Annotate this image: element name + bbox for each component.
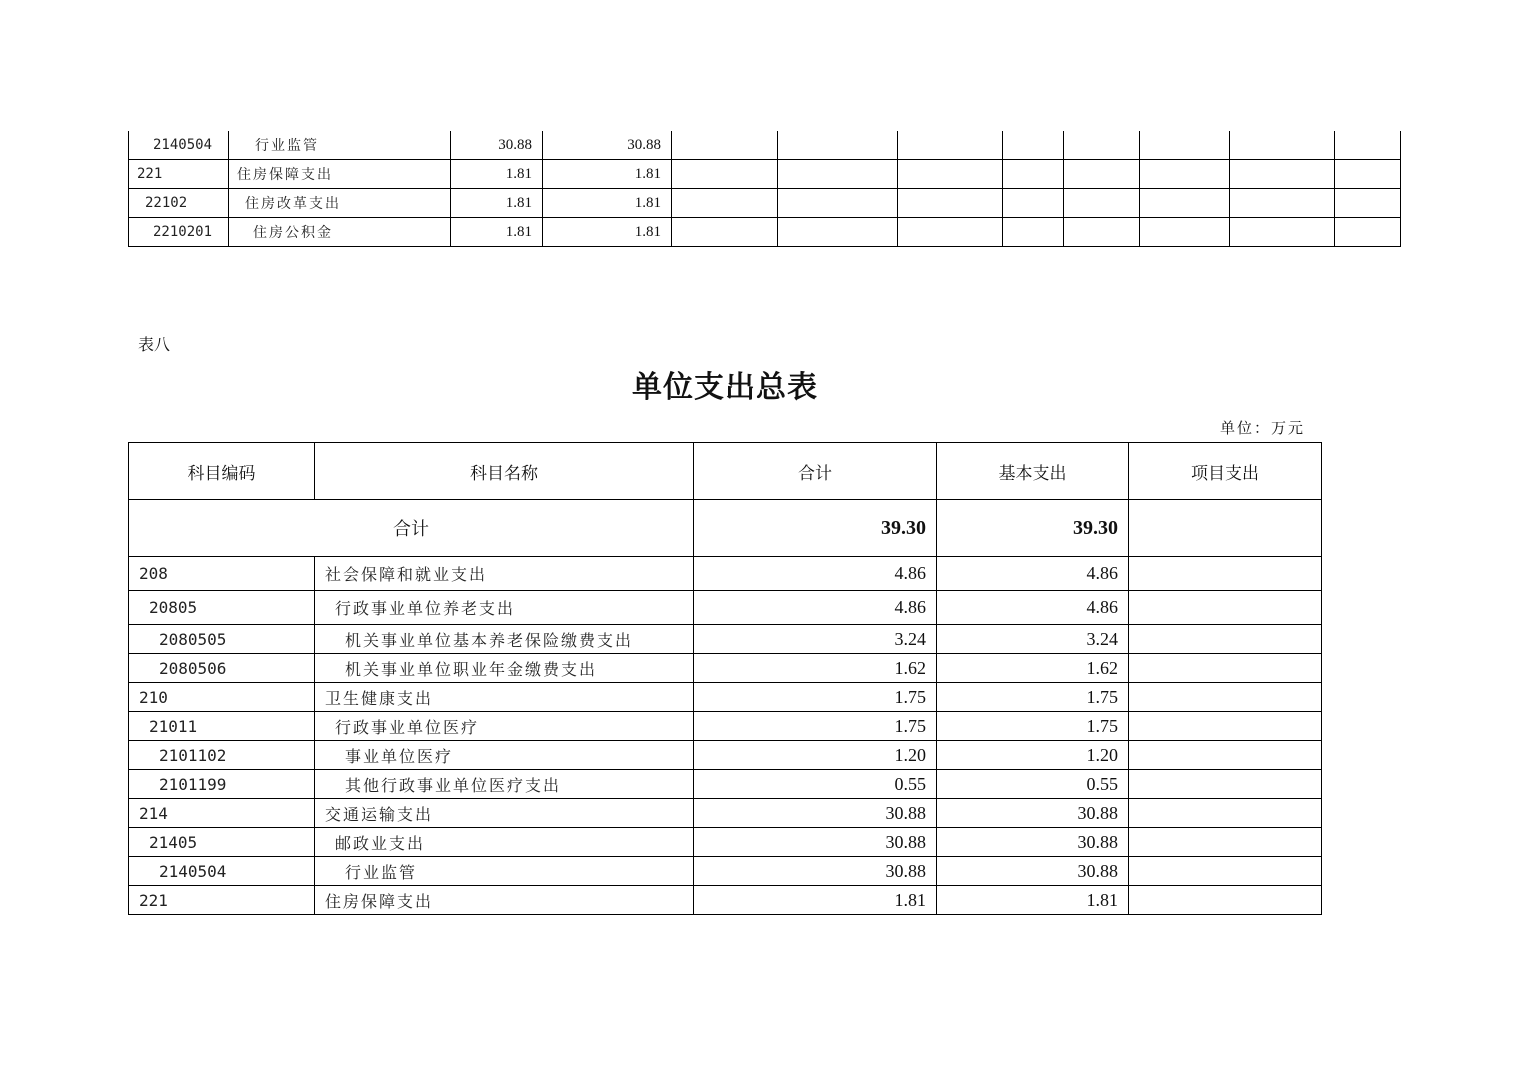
basic-cell: 1.20 <box>937 741 1129 770</box>
table-row <box>129 189 1401 218</box>
empty-cell <box>672 131 778 160</box>
empty-cell <box>1003 189 1064 218</box>
empty-cell <box>1230 218 1335 247</box>
total-label: 合计 <box>129 500 694 557</box>
empty-cell <box>672 160 778 189</box>
project-cell <box>1129 886 1322 915</box>
code-cell: 2080505 <box>129 625 315 654</box>
name-cell: 行政事业单位医疗 <box>315 712 694 741</box>
total-cell: 1.81 <box>451 160 543 189</box>
table-row <box>129 218 1401 247</box>
basic-cell: 3.24 <box>937 625 1129 654</box>
total-cell: 4.86 <box>694 591 937 625</box>
table-row <box>129 131 1401 160</box>
empty-cell <box>1140 189 1230 218</box>
empty-cell <box>1064 160 1140 189</box>
project-cell <box>1129 799 1322 828</box>
total-cell: 1.75 <box>694 683 937 712</box>
empty-cell <box>1064 189 1140 218</box>
project-cell <box>1129 557 1322 591</box>
name-cell: 行业监管 <box>315 857 694 886</box>
header-row <box>129 443 1322 500</box>
empty-cell <box>672 218 778 247</box>
table-row <box>129 557 1322 591</box>
empty-cell <box>1140 131 1230 160</box>
name-cell: 住房保障支出 <box>229 160 451 189</box>
empty-cell <box>1140 218 1230 247</box>
code-cell: 2101102 <box>129 741 315 770</box>
total-cell: 30.88 <box>694 828 937 857</box>
table-row <box>129 654 1322 683</box>
project-cell <box>1129 741 1322 770</box>
empty-cell <box>898 218 1003 247</box>
basic-cell: 1.75 <box>937 712 1129 741</box>
table-row <box>129 857 1322 886</box>
total-project <box>1129 500 1322 557</box>
total-row <box>129 500 1322 557</box>
header-project: 项目支出 <box>1129 443 1322 500</box>
name-cell: 社会保障和就业支出 <box>315 557 694 591</box>
basic-cell: 4.86 <box>937 557 1129 591</box>
empty-cell <box>1230 189 1335 218</box>
expenditure-summary-table <box>128 442 1322 915</box>
basic-cell: 4.86 <box>937 591 1129 625</box>
empty-cell <box>898 189 1003 218</box>
code-cell: 221 <box>129 886 315 915</box>
empty-cell <box>1003 131 1064 160</box>
total-cell: 30.88 <box>694 799 937 828</box>
empty-cell <box>1335 189 1401 218</box>
total-cell: 4.86 <box>694 557 937 591</box>
page-title: 单位支出总表 <box>632 370 818 405</box>
empty-cell <box>1230 131 1335 160</box>
name-cell: 其他行政事业单位医疗支出 <box>315 770 694 799</box>
code-cell: 21011 <box>129 712 315 741</box>
empty-cell <box>1230 160 1335 189</box>
continuation-table <box>128 131 1401 247</box>
table-row <box>129 683 1322 712</box>
total-cell: 0.55 <box>694 770 937 799</box>
total-cell: 1.81 <box>694 886 937 915</box>
code-cell: 2080506 <box>129 654 315 683</box>
total-cell: 1.81 <box>451 218 543 247</box>
table-row <box>129 770 1322 799</box>
header-basic: 基本支出 <box>937 443 1129 500</box>
table-row <box>129 160 1401 189</box>
name-cell: 住房改革支出 <box>229 189 451 218</box>
code-cell: 221 <box>129 160 229 189</box>
empty-cell <box>1335 131 1401 160</box>
basic-cell: 30.88 <box>937 828 1129 857</box>
name-cell: 机关事业单位职业年金缴费支出 <box>315 654 694 683</box>
basic-cell: 1.81 <box>937 886 1129 915</box>
name-cell: 交通运输支出 <box>315 799 694 828</box>
empty-cell <box>898 160 1003 189</box>
project-cell <box>1129 770 1322 799</box>
empty-cell <box>1140 160 1230 189</box>
code-cell: 2101199 <box>129 770 315 799</box>
project-cell <box>1129 828 1322 857</box>
empty-cell <box>778 160 898 189</box>
table-row <box>129 799 1322 828</box>
code-cell: 21405 <box>129 828 315 857</box>
name-cell: 行业监管 <box>229 131 451 160</box>
code-cell: 2140504 <box>129 131 229 160</box>
basic-cell: 1.81 <box>543 218 672 247</box>
code-cell: 208 <box>129 557 315 591</box>
table-row <box>129 886 1322 915</box>
total-cell: 1.20 <box>694 741 937 770</box>
total-cell: 1.81 <box>451 189 543 218</box>
empty-cell <box>1003 218 1064 247</box>
basic-cell: 0.55 <box>937 770 1129 799</box>
empty-cell <box>1335 160 1401 189</box>
basic-cell: 1.81 <box>543 160 672 189</box>
empty-cell <box>1064 218 1140 247</box>
header-total: 合计 <box>694 443 937 500</box>
name-cell: 机关事业单位基本养老保险缴费支出 <box>315 625 694 654</box>
empty-cell <box>1335 218 1401 247</box>
header-name: 科目名称 <box>315 443 694 500</box>
empty-cell <box>778 189 898 218</box>
empty-cell <box>672 189 778 218</box>
total-cell: 3.24 <box>694 625 937 654</box>
code-cell: 2210201 <box>129 218 229 247</box>
project-cell <box>1129 591 1322 625</box>
total-amount: 39.30 <box>694 500 937 557</box>
table-row <box>129 625 1322 654</box>
empty-cell <box>778 218 898 247</box>
name-cell: 住房保障支出 <box>315 886 694 915</box>
basic-cell: 30.88 <box>543 131 672 160</box>
basic-cell: 30.88 <box>937 799 1129 828</box>
basic-cell: 1.81 <box>543 189 672 218</box>
table-row <box>129 741 1322 770</box>
header-code: 科目编码 <box>129 443 315 500</box>
table-tag: 表八 <box>138 335 171 354</box>
empty-cell <box>898 131 1003 160</box>
total-basic: 39.30 <box>937 500 1129 557</box>
code-cell: 2140504 <box>129 857 315 886</box>
name-cell: 邮政业支出 <box>315 828 694 857</box>
empty-cell <box>778 131 898 160</box>
project-cell <box>1129 683 1322 712</box>
empty-cell <box>1003 160 1064 189</box>
project-cell <box>1129 857 1322 886</box>
project-cell <box>1129 654 1322 683</box>
table-row <box>129 828 1322 857</box>
code-cell: 210 <box>129 683 315 712</box>
table-row <box>129 712 1322 741</box>
name-cell: 住房公积金 <box>229 218 451 247</box>
total-cell: 30.88 <box>451 131 543 160</box>
project-cell <box>1129 712 1322 741</box>
basic-cell: 1.75 <box>937 683 1129 712</box>
name-cell: 卫生健康支出 <box>315 683 694 712</box>
project-cell <box>1129 625 1322 654</box>
unit-label: 单位：万元 <box>1220 419 1306 437</box>
table-row <box>129 591 1322 625</box>
basic-cell: 1.62 <box>937 654 1129 683</box>
total-cell: 1.62 <box>694 654 937 683</box>
code-cell: 20805 <box>129 591 315 625</box>
code-cell: 214 <box>129 799 315 828</box>
empty-cell <box>1064 131 1140 160</box>
basic-cell: 30.88 <box>937 857 1129 886</box>
name-cell: 行政事业单位养老支出 <box>315 591 694 625</box>
name-cell: 事业单位医疗 <box>315 741 694 770</box>
total-cell: 30.88 <box>694 857 937 886</box>
code-cell: 22102 <box>129 189 229 218</box>
total-cell: 1.75 <box>694 712 937 741</box>
